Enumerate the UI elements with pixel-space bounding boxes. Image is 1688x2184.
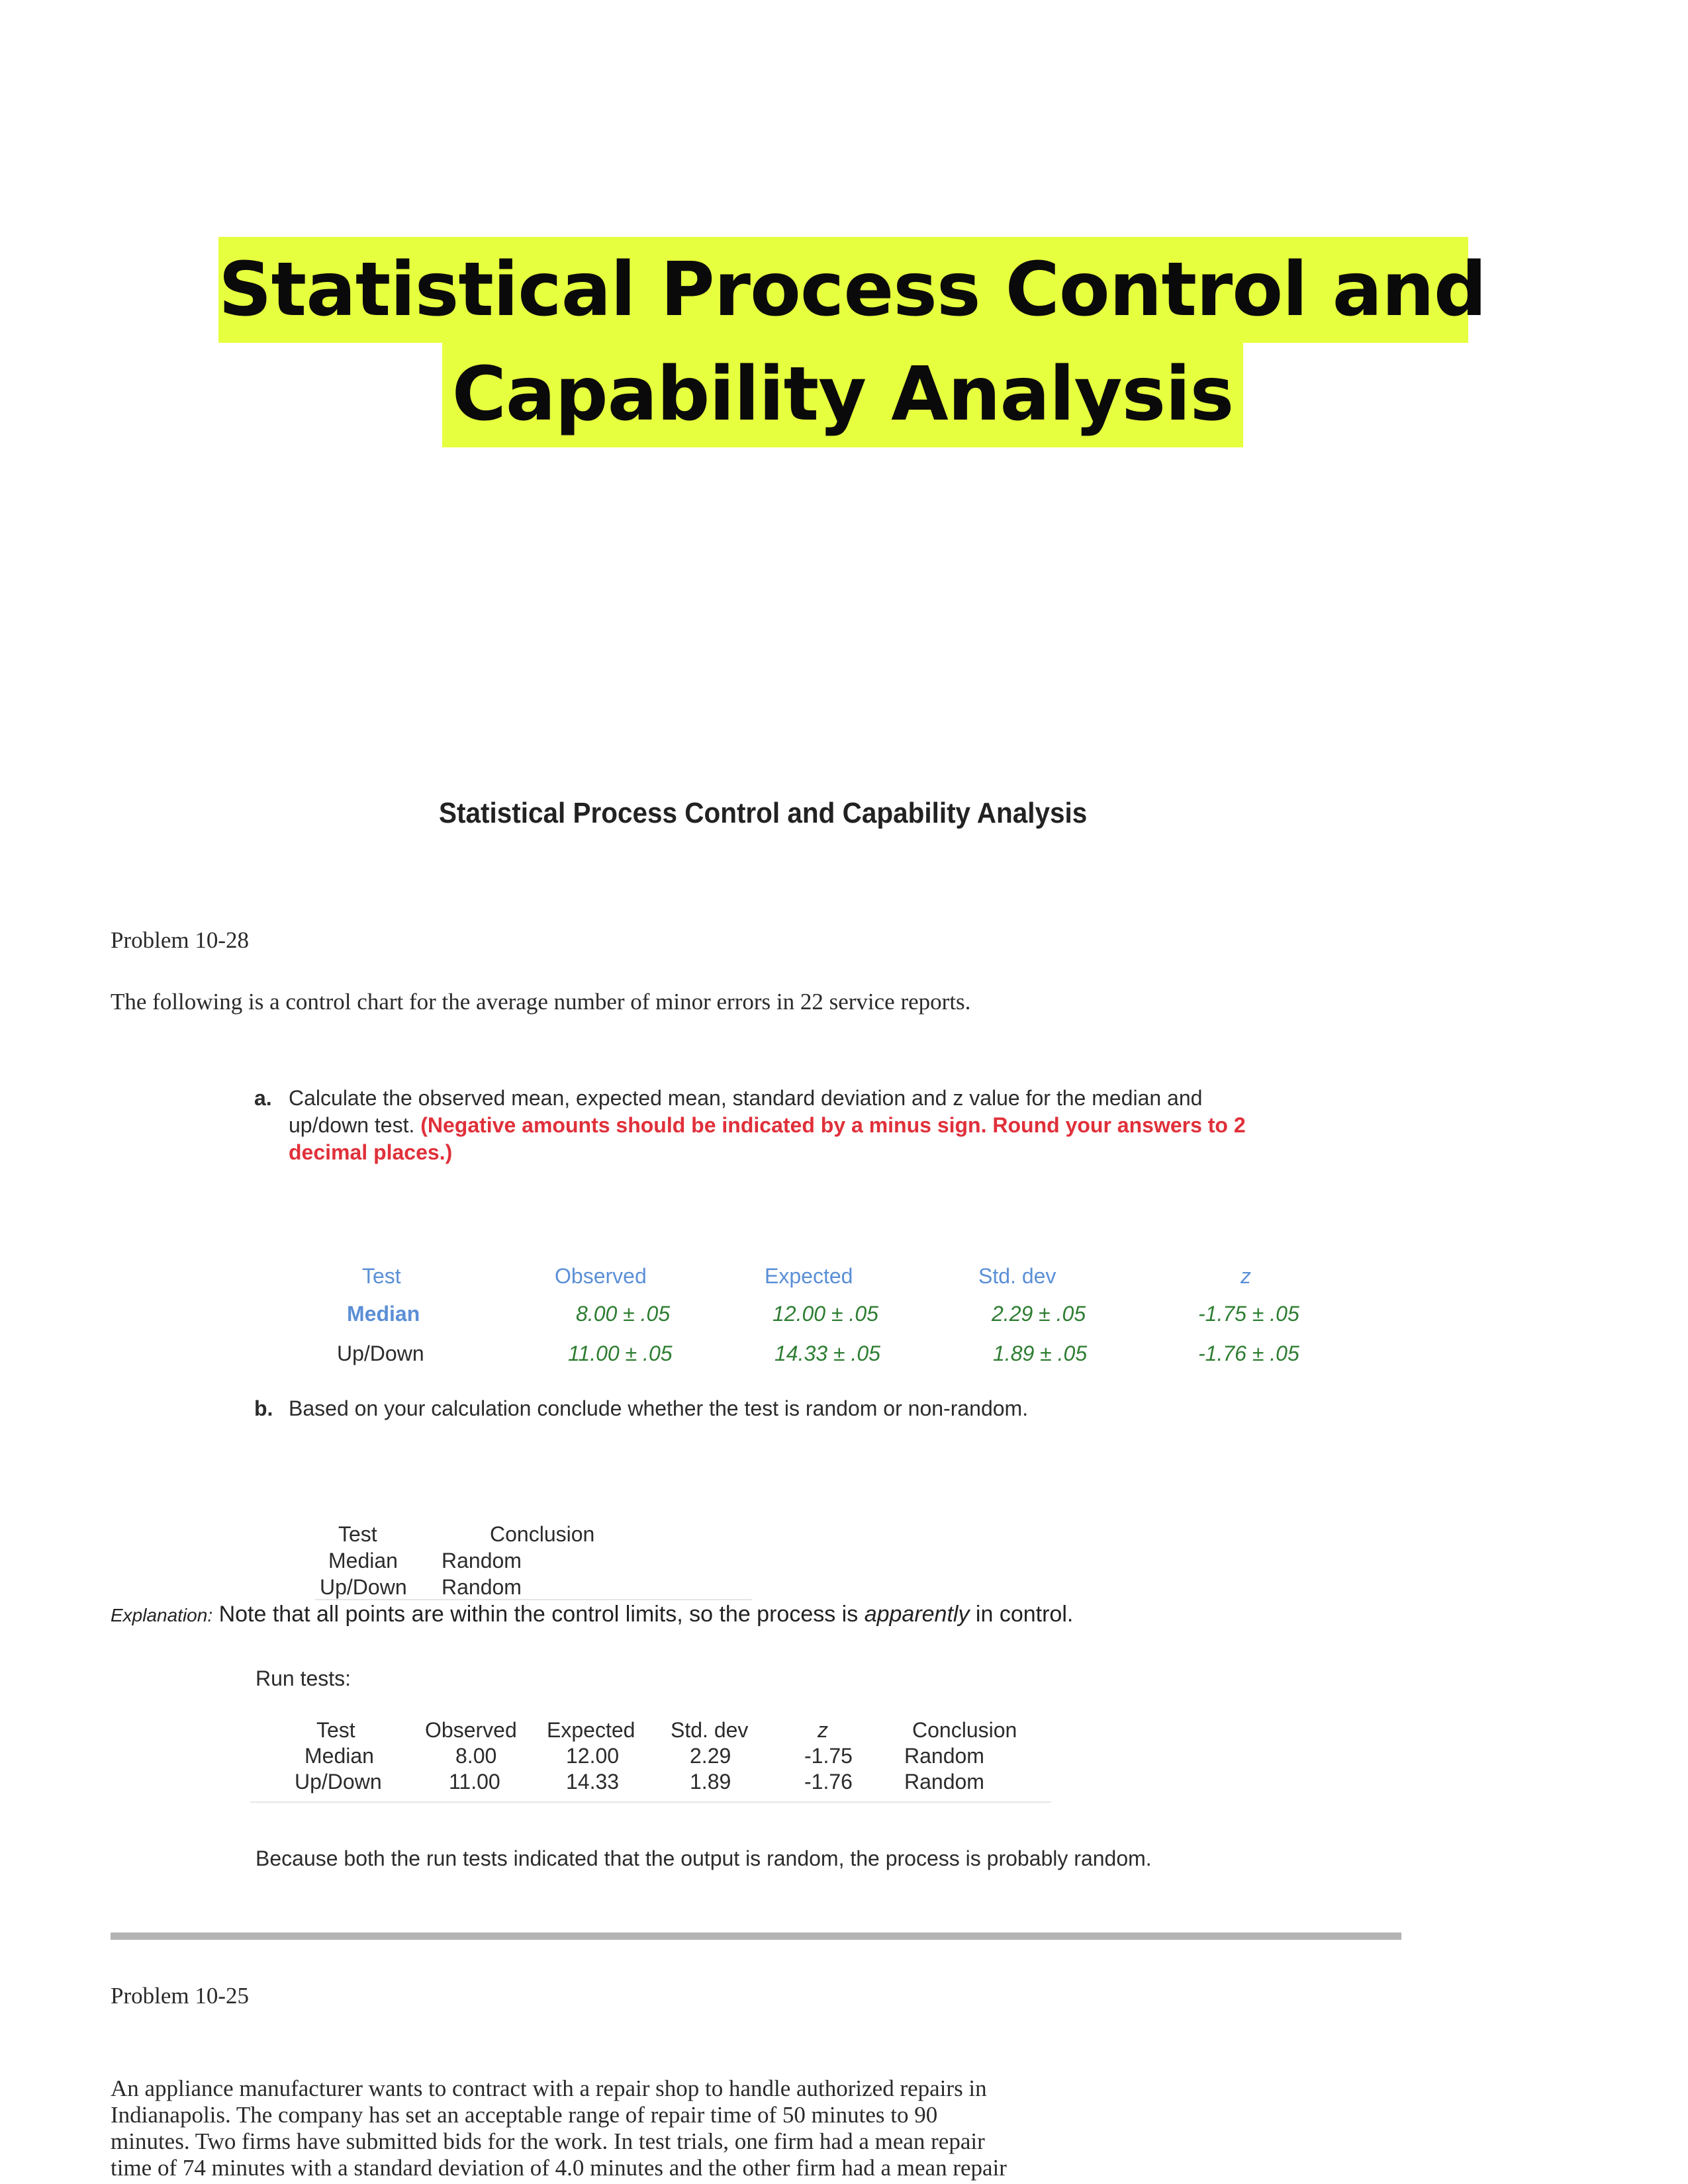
run-row-median-expected: 12.00	[566, 1744, 620, 1768]
conclusion-row-updown-test: Up/Down	[320, 1575, 407, 1599]
problem-2-line-1: An appliance manufacturer wants to contract with a repair shop to handle authorized repairs in	[111, 2075, 987, 2101]
answer-row-updown-observed: 11.00 ± .05	[568, 1342, 673, 1365]
answer-header-observed: Observed	[555, 1264, 647, 1288]
part-a-instruction: (Negative amounts should be indicated by a minus sign. Round your answers to 2	[420, 1113, 1246, 1137]
run-row-updown-conclusion: Random	[904, 1770, 984, 1794]
problem-intro: The following is a control chart for the average number of minor errors in 22 service reports.	[111, 989, 971, 1015]
part-b-marker: b.	[254, 1396, 273, 1420]
page-title-line-2: Capability Analysis	[442, 341, 1243, 447]
explanation-text-end: in control.	[975, 1602, 1074, 1627]
explanation-text: Note that all points are within the control limits, so the process is	[218, 1602, 859, 1627]
part-a-line-1: Calculate the observed mean, expected mean, standard deviation and z value for the median and	[289, 1086, 1203, 1110]
answer-header-z: z	[1241, 1264, 1251, 1288]
answer-row-median-std-dev: 2.29 ± .05	[992, 1302, 1086, 1326]
run-row-median-z: -1.75	[804, 1744, 853, 1768]
run-row-median-conclusion: Random	[904, 1744, 984, 1768]
run-header-observed: Observed	[425, 1718, 517, 1742]
problem-label-2: Problem 10-25	[111, 1983, 250, 2009]
run-tests-label: Run tests:	[256, 1666, 352, 1690]
answer-row-updown-z: -1.76 ± .05	[1198, 1342, 1299, 1365]
answer-header-std-dev: Std. dev	[978, 1264, 1056, 1288]
conclusion-row-median-result: Random	[442, 1549, 522, 1572]
run-header-conclusion: Conclusion	[912, 1718, 1017, 1742]
run-row-updown-std-dev: 1.89	[690, 1770, 731, 1794]
part-b-question: Based on your calculation conclude whether the test is random or non-random.	[289, 1396, 1029, 1420]
run-header-test: Test	[316, 1718, 355, 1742]
part-a-line-2-plain: up/down test.	[289, 1113, 415, 1137]
conclusion-table-rule	[315, 1599, 752, 1600]
run-row-updown-test: Up/Down	[295, 1770, 382, 1794]
answer-row-updown-expected: 14.33 ± .05	[774, 1342, 880, 1365]
section-divider	[111, 1933, 1401, 1940]
answer-row-median-test: Median	[347, 1302, 420, 1326]
conclusion-row-updown-result: Random	[442, 1575, 522, 1599]
answer-row-median-expected: 12.00 ± .05	[773, 1302, 878, 1326]
part-a-instruction-cont: decimal places.)	[289, 1140, 453, 1164]
answer-row-median-observed: 8.00 ± .05	[576, 1302, 671, 1326]
explanation	[111, 1602, 1073, 1627]
part-a-line-2	[289, 1113, 1246, 1138]
answer-header-test: Test	[362, 1264, 401, 1288]
problem-2-text	[111, 2075, 1007, 2181]
problem-2-line-2: Indianapolis. The company has set an acceptable range of repair time of 50 minutes to 90	[111, 2102, 938, 2128]
run-row-updown-observed: 11.00	[449, 1770, 500, 1794]
explanation-label: Explanation:	[111, 1605, 213, 1625]
run-row-median-observed: 8.00	[455, 1744, 497, 1768]
run-row-median-std-dev: 2.29	[690, 1744, 731, 1768]
run-row-updown-expected: 14.33	[566, 1770, 620, 1794]
answer-row-updown-std-dev: 1.89 ± .05	[993, 1342, 1088, 1365]
explanation-emphasis: apparently	[864, 1602, 970, 1627]
run-row-median-test: Median	[305, 1744, 374, 1768]
run-row-updown-z: -1.76	[804, 1770, 853, 1794]
answer-row-median-z: -1.75 ± .05	[1198, 1302, 1299, 1326]
run-tests-rule	[250, 1801, 1051, 1803]
run-header-std-dev: Std. dev	[671, 1718, 749, 1742]
part-a-question	[289, 1086, 1246, 1165]
problem-2-line-4: time of 74 minutes with a standard deviation of 4.0 minutes and the other firm had a mean repair	[111, 2155, 1007, 2181]
problem-2-line-3: minutes. Two firms have submitted bids for the work. In test trials, one firm had a mean repair	[111, 2128, 985, 2154]
run-tests-summary: Because both the run tests indicated that the output is random, the process is probably random.	[256, 1846, 1152, 1870]
conclusion-header-test: Test	[338, 1522, 377, 1546]
conclusion-header-conclusion: Conclusion	[490, 1522, 595, 1546]
conclusion-row-median-test: Median	[328, 1549, 398, 1572]
answer-header-expected: Expected	[765, 1264, 853, 1288]
run-header-expected: Expected	[547, 1718, 635, 1742]
part-a-marker: a.	[254, 1086, 272, 1110]
answer-row-updown-test: Up/Down	[337, 1342, 424, 1365]
page-title-line-1: Statistical Process Control and	[218, 237, 1468, 343]
problem-label: Problem 10-28	[111, 927, 250, 953]
document-title: Statistical Process Control and Capability Analysis	[439, 797, 1088, 829]
run-header-z: z	[818, 1718, 828, 1742]
